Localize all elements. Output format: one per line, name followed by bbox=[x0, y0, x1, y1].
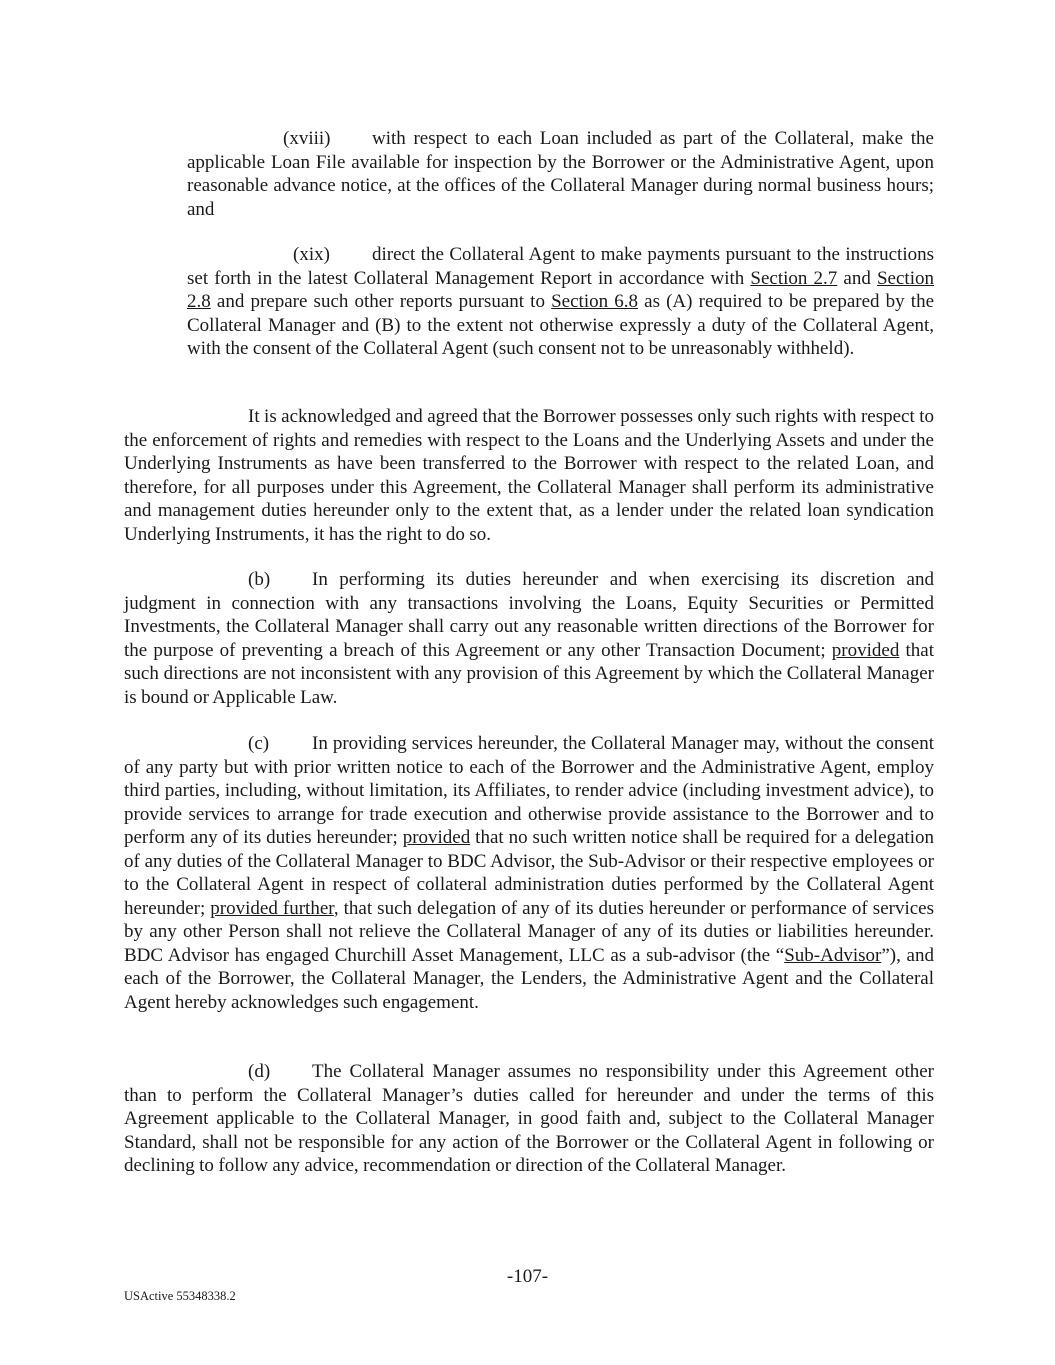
clause-text: and bbox=[837, 267, 877, 289]
defined-term: Sub-Advisor bbox=[784, 944, 882, 966]
clause-text: direct the Collateral Agent to make payments pursuant to the instructions set forth in the latest Collateral Management Report in accordance with bbox=[187, 244, 934, 289]
clause-number: (b) bbox=[248, 569, 271, 590]
page-number: -107- bbox=[506, 1266, 549, 1287]
clause-number: (xviii) bbox=[283, 128, 331, 149]
clause-number: (xix) bbox=[293, 244, 330, 265]
clause-text: , that such delegation of any of its duties hereunder or performance of services by any other Person shall not relieve the Collateral Manager of any of its duties or liabilities hereunder. BDC Advisor has engaged Churchill Asset Management, LLC as a sub-advisor (the “ bbox=[124, 897, 934, 966]
clause-text: ”), and each of the Borrower, the Collateral Manager, the Lenders, the Administrative Agent and the Collateral Agent hereby acknowledges such engagement. bbox=[124, 944, 934, 1013]
clause-text: The Collateral Manager assumes no responsibility under this Agreement other than to perform the Collateral Manager’s duties called for hereunder and under the terms of this Agreement applicable to the Collateral Manager, in good faith and, subject to the Collateral Manager Standard, shall not be responsible for any action of the Borrower or the Collateral Agent in following or declining to follow any advice, recommendation or direction of the Collateral Manager. bbox=[124, 1061, 934, 1176]
proviso-term: provided bbox=[831, 639, 900, 661]
proviso-term: provided further bbox=[210, 897, 334, 919]
section-reference: Section 2.7 bbox=[750, 267, 838, 289]
clause-text: that no such written notice shall be required for a delegation of any duties of the Collateral Manager to BDC Advisor, the Sub-Advisor or their respective employees or to the Collateral Agent in respect of collateral administration duties performed by the Collateral Agent hereunder; bbox=[124, 827, 934, 919]
clause-number: (d) bbox=[248, 1061, 271, 1082]
clause-text: with respect to each Loan included as part of the Collateral, make the applicable Loan File available for inspection by the Borrower or the Administrative Agent, upon reasonable advance notice, at the offices of the Collateral Manager during normal business hours; and bbox=[187, 128, 934, 220]
clause-text: In performing its duties hereunder and when exercising its discretion and judgment in connection with any transactions involving the Loans, Equity Securities or Permitted Investments, the Collateral Manager shall carry out any reasonable written directions of the Borrower for the purpose of preventing a breach of this Agreement or any other Transaction Document; bbox=[124, 569, 934, 661]
document-id: USActive 55348338.2 bbox=[124, 1289, 236, 1303]
clause-xviii bbox=[187, 127, 934, 221]
proviso-term: provided bbox=[402, 827, 471, 848]
clause-text: In providing services hereunder, the Collateral Manager may, without the consent of any party but with prior written notice to each of the Borrower and the Administrative Agent, employ third parties, including, without limitation, its Affiliates, to render advice (including investment advice), to provide services to arrange for trade execution and otherwise provide assistance to the Borrower and to perform any of its duties hereunder; bbox=[124, 733, 934, 848]
clause-text: that such directions are not inconsistent with any provision of this Agreement by which the Collateral Manager is bound or Applicable Law. bbox=[124, 639, 934, 708]
clause-d bbox=[124, 1060, 934, 1178]
paragraph-acknowledgement bbox=[124, 405, 934, 546]
clause-b bbox=[124, 568, 934, 709]
section-reference: Section 2.8 bbox=[187, 267, 934, 312]
section-reference: Section 6.8 bbox=[551, 291, 638, 312]
clause-number: (c) bbox=[248, 733, 270, 754]
clause-text: as (A) required to be prepared by the Collateral Manager and (B) to the extent not otherwise expressly a duty of the Collateral Agent, with the consent of the Collateral Agent (such consent not to be unreasonably withheld). bbox=[187, 291, 935, 359]
clause-xix bbox=[187, 243, 934, 361]
clause-text: and prepare such other reports pursuant to bbox=[210, 291, 552, 312]
paragraph-text: It is acknowledged and agreed that the Borrower possesses only such rights with respect to the enforcement of rights and remedies with respect to the Loans and the Underlying Assets and under the Underlying Instruments as have been transferred to the Borrower with respect to the related Loan, and therefore, for all purposes under this Agreement, the Collateral Manager shall perform its administrative and management duties hereunder only to the extent that, as a lender under the related loan syndication Underlying Instruments, it has the right to do so. bbox=[124, 406, 934, 545]
clause-c bbox=[124, 732, 934, 1014]
